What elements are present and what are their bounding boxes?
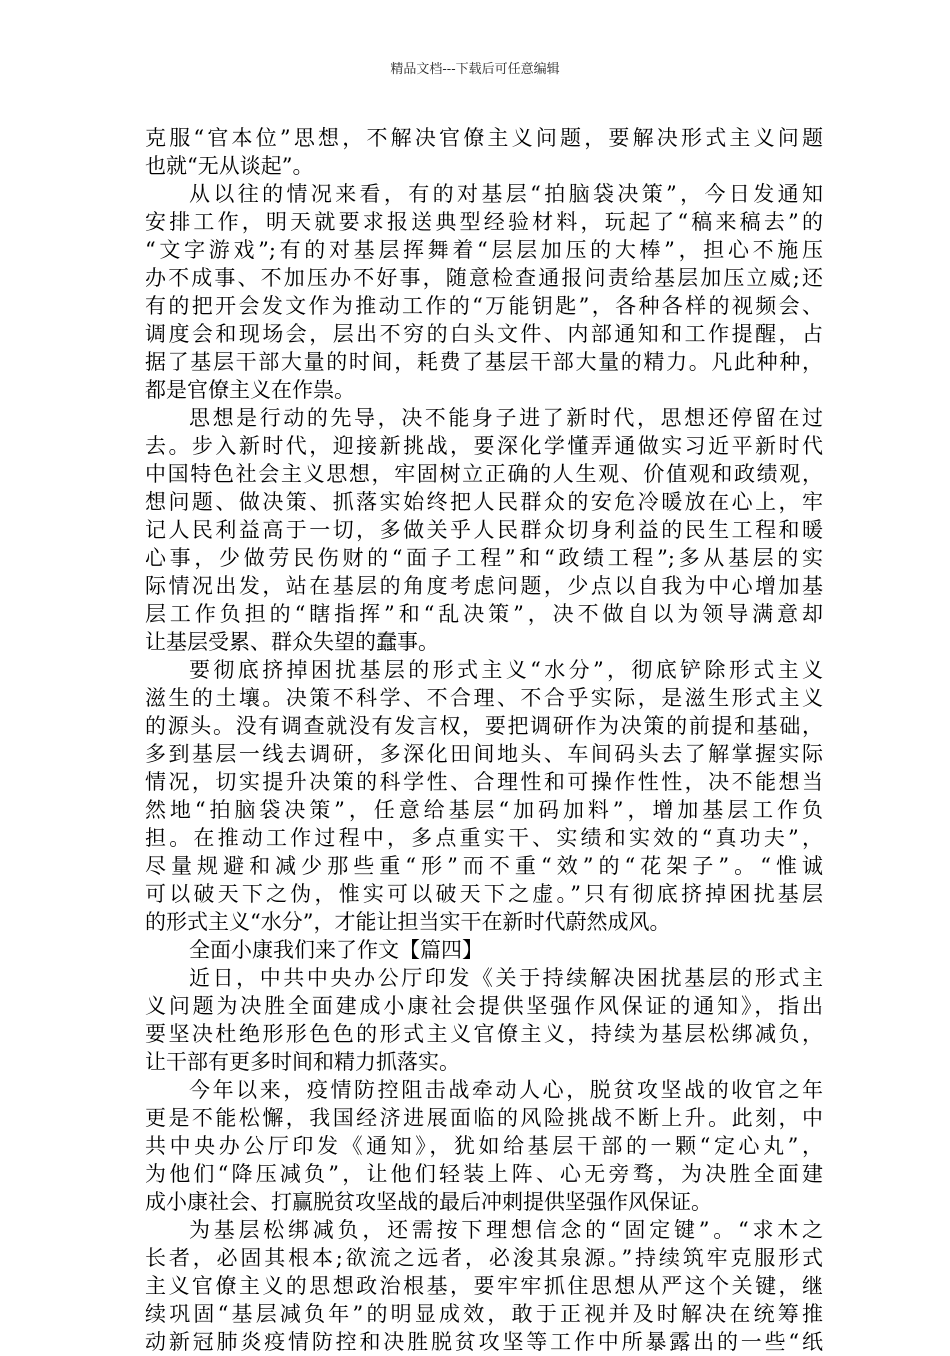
text-line: 记人民利益高于一切，多做关乎人民群众切身利益的民生工程和暖 [145, 518, 823, 542]
text-line: 想问题、做决策、抓落实始终把人民群众的安危冷暖放在心上，牢 [145, 490, 823, 514]
text-line: 层工作负担的“瞎指挥”和“乱决策”，决不做自以为领导满意却 [145, 602, 823, 626]
text-line: 的形式主义“水分”，才能让担当实干在新时代蔚然成风。 [145, 910, 671, 934]
text-line: 的源头。没有调查就没有发言权，要把调研作为决策的前提和基础， [145, 714, 823, 738]
text-line: 尽量规避和减少那些重“形”而不重“效”的“花架子”。“惟诚 [145, 854, 823, 878]
text-line: 成小康社会、打赢脱贫攻坚战的最后冲刺提供坚强作风保证。 [145, 1190, 712, 1214]
text-line: 际情况出发，站在基层的角度考虑问题，少点以自我为中心增加基 [145, 574, 823, 598]
text-line: 更是不能松懈，我国经济进展面临的风险挑战不断上升。此刻，中 [145, 1106, 823, 1130]
text-line: 让基层受累、群众失望的蠢事。 [145, 630, 439, 654]
text-line: 安排工作，明天就要求报送典型经验材料，玩起了“稿来稿去”的 [145, 210, 823, 234]
text-line: 中国特色社会主义思想，牢固树立正确的人生观、价值观和政绩观， [145, 462, 823, 486]
text-line: 多到基层一线去调研，多深化田间地头、车间码头去了解掌握实际 [145, 742, 823, 766]
text-line: 要彻底挤掉困扰基层的形式主义“水分”，彻底铲除形式主义 [189, 658, 823, 682]
text-line: 可以破天下之伪，惟实可以破天下之虚。”只有彻底挤掉困扰基层 [145, 882, 823, 906]
text-line: 长者，必固其根本;欲流之远者，必浚其泉源。”持续筑牢克服形式 [145, 1246, 823, 1270]
text-line: 心事，少做劳民伤财的“面子工程”和“政绩工程”;多从基层的实 [145, 546, 823, 570]
text-line: 动新冠肺炎疫情防控和决胜脱贫攻坚等工作中所暴露出的一些“纸 [145, 1330, 823, 1354]
text-line: 滋生的土壤。决策不科学、不合理、不合乎实际，是滋生形式主义 [145, 686, 823, 710]
text-line: 然地“拍脑袋决策”，任意给基层“加码加料”，增加基层工作负 [145, 798, 823, 822]
text-line: 去。步入新时代，迎接新挑战，要深化学懂弄通做实习近平新时代 [145, 434, 823, 458]
text-line: 今年以来，疫情防控阻击战牵动人心，脱贫攻坚战的收官之年 [189, 1078, 823, 1102]
text-line: 义问题为决胜全面建成小康社会提供坚强作风保证的通知》，指出 [145, 994, 823, 1018]
text-line: 担。在推动工作过程中，多点重实干、实绩和实效的“真功夫”， [145, 826, 823, 850]
text-line: 都是官僚主义在作祟。 [145, 378, 355, 402]
text-line: 全面小康我们来了作文【篇四】 [189, 938, 483, 962]
text-line: 主义官僚主义的思想政治根基，要牢牢抓住思想从严这个关键，继 [145, 1274, 823, 1298]
page-header: 精品文档---下载后可任意编辑 [390, 62, 560, 77]
text-line: 办不成事、不加压办不好事，随意检查通报问责给基层加压立威;还 [145, 266, 823, 290]
text-line: 情况，切实提升决策的科学性、合理性和可操作性性，决不能想当 [145, 770, 823, 794]
text-line: 续巩固“基层减负年”的明显成效，敢于正视并及时解决在统筹推 [145, 1302, 823, 1326]
text-line: 从以往的情况来看，有的对基层“拍脑袋决策”，今日发通知 [189, 182, 823, 206]
text-line: 近日，中共中央办公厅印发《关于持续解决困扰基层的形式主 [189, 966, 823, 990]
text-line: 要坚决杜绝形形色色的形式主义官僚主义，持续为基层松绑减负， [145, 1022, 823, 1046]
text-line: 思想是行动的先导，决不能身子进了新时代，思想还停留在过 [189, 406, 823, 430]
text-line: 为基层松绑减负，还需按下理想信念的“固定键”。“求木之 [189, 1218, 823, 1242]
text-line: 据了基层干部大量的时间，耗费了基层干部大量的精力。凡此种种， [145, 350, 823, 374]
text-line: 克服“官本位”思想，不解决官僚主义问题，要解决形式主义问题 [145, 126, 823, 150]
text-line: “文字游戏”;有的对基层挥舞着“层层加压的大棒”，担心不施压 [145, 238, 823, 262]
text-line: 调度会和现场会，层出不穷的白头文件、内部通知和工作提醒，占 [145, 322, 823, 346]
document-body [145, 124, 823, 1356]
text-line: 为他们“降压减负”，让他们轻装上阵、心无旁骛，为决胜全面建 [145, 1162, 823, 1186]
text-line: 共中央办公厅印发《通知》，犹如给基层干部的一颗“定心丸”， [145, 1134, 823, 1158]
text-line: 也就“无从谈起”。 [145, 154, 314, 178]
text-line: 有的把开会发文作为推动工作的“万能钥匙”，各种各样的视频会、 [145, 294, 823, 318]
text-line: 让干部有更多时间和精力抓落实。 [145, 1050, 460, 1074]
